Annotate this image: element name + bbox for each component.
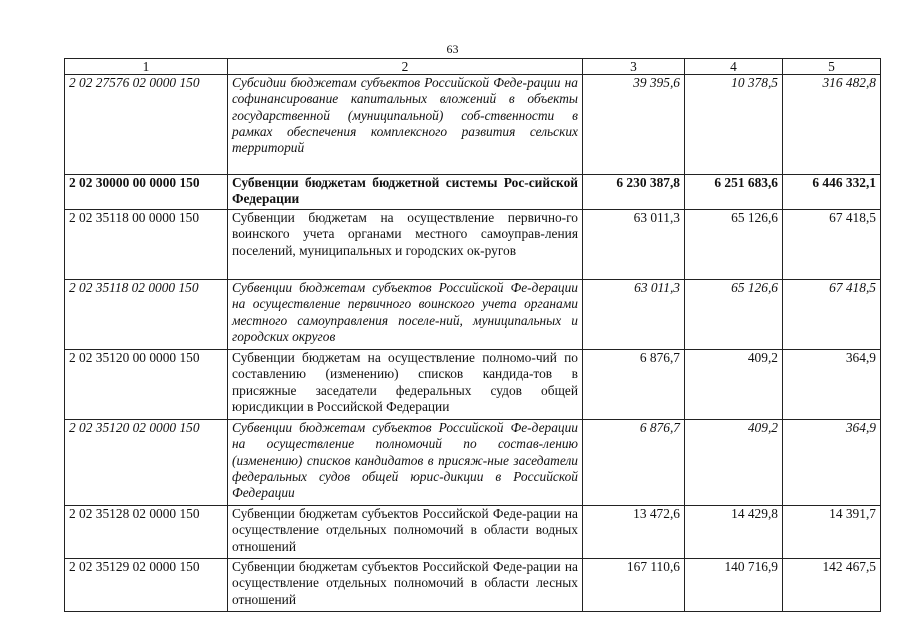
row-value-col5: 364,9 [783,350,881,420]
row-name: Субвенции бюджетам на осуществление полномо-чий по составлению (изменению) списков кандида-тов в присяжные заседатели федеральных судов общей юрисдикции в Российской Федерации [228,350,583,420]
table-row [65,175,881,210]
row-code: 2 02 35118 02 0000 150 [65,280,228,350]
column-header-5: 5 [783,59,881,75]
row-code: 2 02 35118 00 0000 150 [65,210,228,280]
row-value-col3: 6 876,7 [583,420,685,506]
column-header-1: 1 [65,59,228,75]
row-name: Субвенции бюджетам субъектов Российской Фе-дерации на осуществление первичного воинского учета органами местного самоуправления поселе-ний, муниципальных и городских округов [228,280,583,350]
budget-table [64,58,881,612]
row-value-col4: 10 378,5 [685,75,783,175]
table-row [65,506,881,559]
page-number: 63 [446,42,459,56]
row-code: 2 02 27576 02 0000 150 [65,75,228,175]
row-value-col4: 65 126,6 [685,280,783,350]
row-value-col4: 140 716,9 [685,559,783,612]
row-value-col5: 316 482,8 [783,75,881,175]
column-header-4: 4 [685,59,783,75]
row-value-col5: 142 467,5 [783,559,881,612]
column-header-2: 2 [228,59,583,75]
table-row [65,559,881,612]
table-row [65,350,881,420]
row-value-col5: 6 446 332,1 [783,175,881,210]
column-header-3: 3 [583,59,685,75]
row-code: 2 02 35129 02 0000 150 [65,559,228,612]
row-value-col4: 65 126,6 [685,210,783,280]
row-name: Субсидии бюджетам субъектов Российской Феде-рации на софинансирование капитальных вложений в объекты государственной (муниципальной) соб-ственности в рамках обеспечения комплексного развития сельских территорий [228,75,583,175]
row-name: Субвенции бюджетам субъектов Российской Феде-рации на осуществление отдельных полномочий в области водных отношений [228,506,583,559]
row-value-col5: 364,9 [783,420,881,506]
row-name: Субвенции бюджетам бюджетной системы Рос-сийской Федерации [228,175,583,210]
row-value-col3: 63 011,3 [583,210,685,280]
row-name: Субвенции бюджетам на осуществление первично-го воинского учета органами местного самоуправ-ления поселений, муниципальных и городских ок-ругов [228,210,583,280]
row-value-col3: 6 230 387,8 [583,175,685,210]
row-value-col4: 409,2 [685,350,783,420]
row-code: 2 02 35128 02 0000 150 [65,506,228,559]
row-value-col5: 67 418,5 [783,280,881,350]
row-value-col5: 67 418,5 [783,210,881,280]
row-name: Субвенции бюджетам субъектов Российской Феде-рации на осуществление отдельных полномочий в области лесных отношений [228,559,583,612]
row-value-col3: 167 110,6 [583,559,685,612]
row-value-col3: 63 011,3 [583,280,685,350]
row-value-col4: 14 429,8 [685,506,783,559]
header-row [65,59,881,75]
row-value-col3: 13 472,6 [583,506,685,559]
row-value-col4: 409,2 [685,420,783,506]
row-code: 2 02 30000 00 0000 150 [65,175,228,210]
table-row [65,75,881,175]
row-value-col4: 6 251 683,6 [685,175,783,210]
row-value-col5: 14 391,7 [783,506,881,559]
row-code: 2 02 35120 00 0000 150 [65,350,228,420]
table-row [65,420,881,506]
row-code: 2 02 35120 02 0000 150 [65,420,228,506]
row-name: Субвенции бюджетам субъектов Российской Фе-дерации на осуществление полномочий по состав-лению (изменению) списков кандидатов в присяж-ные заседатели федеральных судов общей юрис-дикции в Российской Федерации [228,420,583,506]
table-row [65,280,881,350]
row-value-col3: 6 876,7 [583,350,685,420]
table-row [65,210,881,280]
row-value-col3: 39 395,6 [583,75,685,175]
